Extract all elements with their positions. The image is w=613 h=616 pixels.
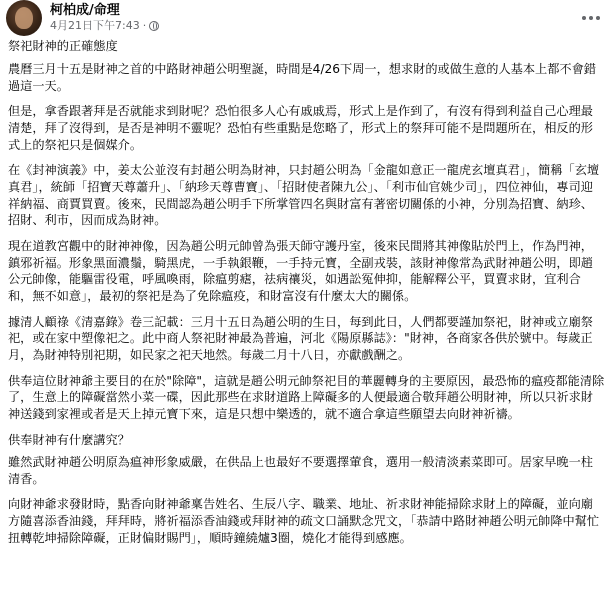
post-subheading: 供奉財神有什麼講究？ xyxy=(8,432,130,447)
more-horizontal-icon[interactable] xyxy=(577,8,605,28)
post-paragraph: 向財神爺求發財時，點香向財神爺稟告姓名、生辰八字、職業、地址、祈求財神能掃除求財上的障礙，並向廟方隨喜添香油錢，拜拜時，將祈福添香油錢或拜財神的疏文口誦默念咒文，「恭請中路財神趙公明元帥降中幫忙扭轉乾坤掃除障礙，正財偏財賜門」，順時鐘繞爐3圈，燒化才能得到感應。 xyxy=(8,497,600,546)
more-dot xyxy=(589,16,593,20)
more-dot xyxy=(582,16,586,20)
post-meta xyxy=(50,3,159,33)
post-title-line: 祭祀財神的正確態度 xyxy=(8,39,118,53)
author-name[interactable]: 柯柏成/命理 xyxy=(50,3,120,18)
post-paragraph: 供奉這位財神爺主要目的在於"除障"，這就是趙公明元帥祭祀目的華麗轉身的主要原因，最恐怖的瘟疫都能清除了，生意上的障礙當然小菜一碟，因此那些在求財道路上障礙多的人便最適合敬拜趙公明財神，所以只祈求財神送錢到家裡或者是天上掉元寶下來，這是只想中樂透的，就不適合拿這些願望去向財神祈禱。 xyxy=(8,373,605,422)
post-paragraph: 現在道教宮觀中的財神神像，因為趙公明元帥曾為張天師守護丹室，後來民間將其神像貼於門上，作為門神，鎮邪祈福。形象黑面濃鬚，騎黑虎，一手執銀鞭，一手持元寶，全副戎裝，該財神像常為武財神趙公明，即趙公元帥像，能驅雷役電，呼風喚雨，除瘟剪瘧，祛病禳災，如遇訟冤伸抑，能解釋公平，買賣求財，宜利合和，無不如意」，最初的祭祀是為了免除瘟疫，和財富沒有什麼太大的關係。 xyxy=(8,238,593,304)
post-paragraph: 在《封神演義》中，姜太公並沒有封趙公明為財神，只封趙公明為「金龍如意正一龍虎玄壇真君」，簡稱「玄壇真君」，統師「招寶天尊蕭升」、「納珍天尊曹寶」、「招財使者陳九公」、「利市仙官姚少司」，四位神仙，專司迎祥納福、商賈買賣。後來，民間認為趙公明手下所掌管四名與財富有著密切關係的小神，分別為招寶、納珍、招財、利市，因而成為財神。 xyxy=(8,162,600,228)
separator-dot: · xyxy=(142,19,147,32)
time-row xyxy=(50,19,159,33)
post-body xyxy=(0,36,613,547)
avatar[interactable] xyxy=(6,0,42,36)
post-timestamp[interactable]: 4月21日下午7:43 xyxy=(50,19,140,32)
more-dot xyxy=(596,16,600,20)
post-paragraph: 據清人顧祿《清嘉錄》卷三記載：三月十五日為趙公明的生日，每到此日，人們都要謹加祭祀，財神或立廟祭祀，或在家中塑像祀之。此中商人祭祀財神最為普遍，河北《陽原縣誌》："財神，各商家各供於號中。每歲正月，為財神特別祀期，如民家之祀天地然。每歲二月十八日，亦獻戲酬之。 xyxy=(8,314,593,363)
post-paragraph: 農曆三月十五是財神之首的中路財神趙公明聖誕，時間是4/26下周一，想求財的或做生意的人基本上都不會錯過這一天。 xyxy=(8,61,596,93)
globe-icon[interactable] xyxy=(149,21,159,31)
post-paragraph: 雖然武財神趙公明原為瘟神形象威嚴，在供品上也最好不要選擇葷食，選用一般清淡素菜即可。居家早晚一柱清香。 xyxy=(8,455,593,487)
post-paragraph: 但是，拿香跟著拜是否就能求到財呢？恐怕很多人心有戚戚焉，形式上是作到了，有沒有得到利益自己心理最清楚，拜了沒得到，是否是神明不靈呢？恐怕有些重點是您略了，形式上的祭拜可能不是問題所在，相反的形式上的祭祀只是個媒介。 xyxy=(8,103,593,152)
post-header xyxy=(0,0,613,36)
